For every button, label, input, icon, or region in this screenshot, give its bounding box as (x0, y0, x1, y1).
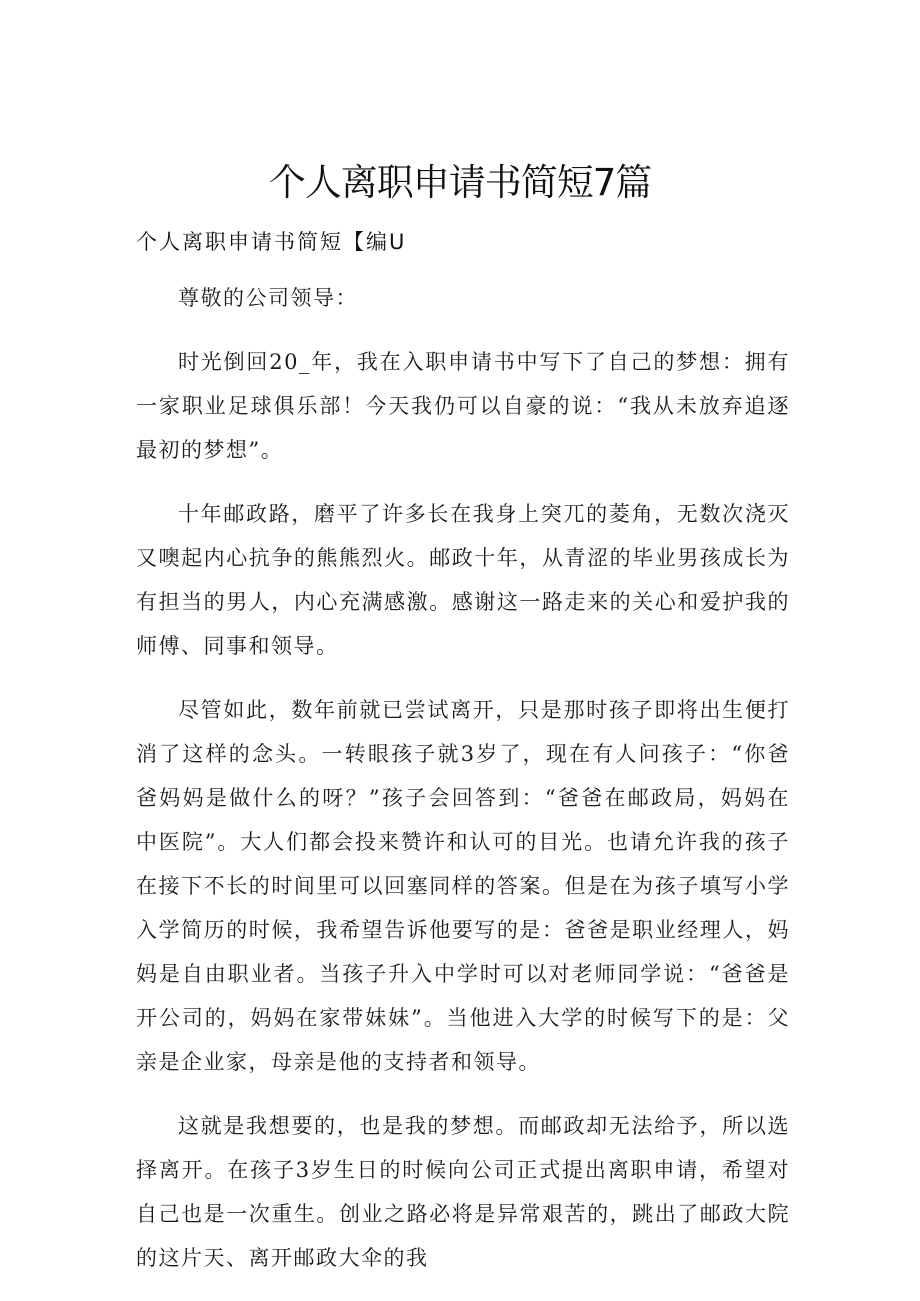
paragraph-3: 尽管如此，数年前就已尝试离开，只是那时孩子即将出生便打消了这样的念头。一转眼孩子就3岁了，现在有人问孩子：“你爸爸妈妈是做什么的呀？”孩子会回答到：“爸爸在邮政局，妈妈在中医院”。大人们都会投来赞许和认可的目光。也请允许我的孩子在接下不长的时间里可以回塞同样的答案。但是在为孩子填写小学入学简历的时候，我希望告诉他要写的是：爸爸是职业经理人，妈妈是自由职业者。当孩子升入中学时可以对老师同学说：“爸爸是开公司的，妈妈在家带妹妹”。当他进入大学的时候写下的是：父亲是企业家，母亲是他的支持者和领导。 (136, 698, 790, 1074)
salutation: 尊敬的公司领导： (178, 286, 358, 310)
paragraph-4: 这就是我想要的，也是我的梦想。而邮政却无法给予，所以选择离开。在孩子3岁生日的时候向公司正式提出离职申请，希望对自己也是一次重生。创业之路必将是异常艰苦的，跳出了邮政大院的这片天、离开邮政大伞的我 (136, 1114, 790, 1270)
paragraph-1: 时光倒回20_年，我在入职申请书中写下了自己的梦想：拥有一家职业足球俱乐部！今天我仍可以自豪的说：“我从未放弃追逐最初的梦想”。 (136, 350, 790, 462)
document-title: 个人离职申请书简短7篇 (268, 161, 652, 204)
paragraph-2: 十年邮政路，磨平了许多长在我身上突兀的菱角，无数次浇灭又噢起内心抗争的熊熊烈火。邮政十年，从青涩的毕业男孩成长为有担当的男人，内心充满感激。感谢这一路走来的关心和爱护我的师傅、同事和领导。 (136, 502, 790, 658)
document-subtitle: 个人离职申请书简短【编U (136, 230, 407, 254)
document-body (136, 276, 790, 1300)
